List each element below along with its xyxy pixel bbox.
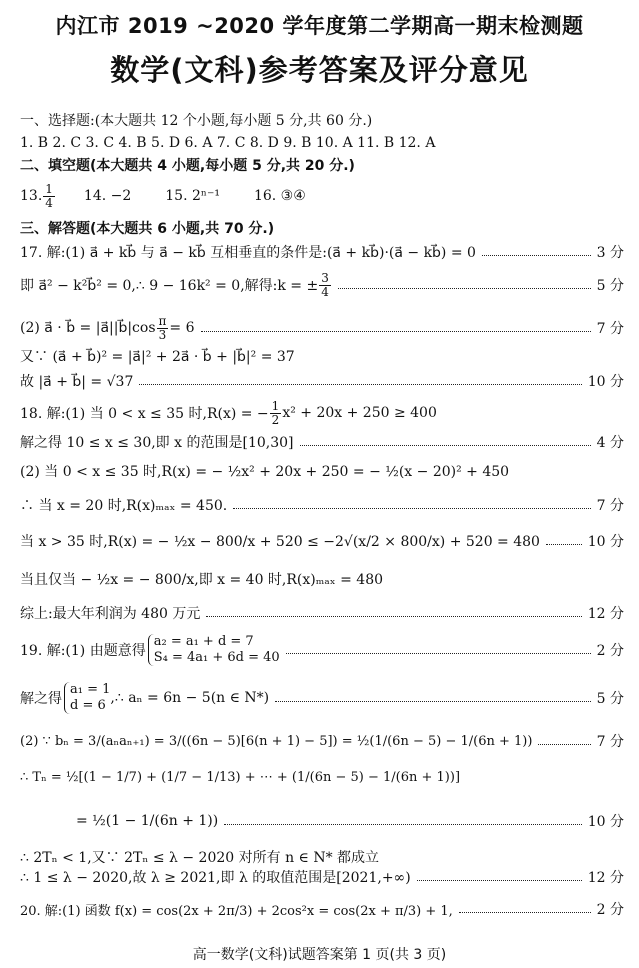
score-label: 12 分 (587, 870, 624, 886)
line-19-bn: (2) ∵ bₙ = 3/(aₙaₙ₊₁) = 3/((6n − 5)[6(n + 1) − 5]) = ½(1/(6n − 5) − 1/(6n + 1)) 7 分 (20, 730, 624, 752)
answer-16: 16. ③④ (253, 188, 306, 204)
line-17-dot-product: (2) a⃗ · b⃗ = |a⃗||b⃗|cos $\frac{\pi}{3}$ = 6 7 分 (20, 313, 624, 342)
score-label: 3 分 (596, 245, 624, 261)
line-19-lambda-range: ∴ 1 ≤ λ − 2020,故 λ ≥ 2021,即 λ 的取值范围是[2021,+∞) 12 分 (20, 866, 624, 888)
line-18-am-gm: 当 x > 35 时,R(x) = − ½x − 800/x + 520 ≤ −2√(x/2 × 800/x) + 520 = 480 10 分 (20, 530, 624, 552)
fraction: $\frac{1}{2}$ (271, 398, 280, 427)
score-label: 10 分 (587, 814, 624, 830)
score-label: 7 分 (596, 498, 624, 514)
line-19-system: 19. 解:(1) 由题意得 a₂ = a₁ + d = 7 S₄ = 4a₁ + 6d = 40 2 分 (20, 634, 624, 665)
answer-15: 15. 2ⁿ⁻¹ (165, 188, 220, 204)
score-label: 5 分 (596, 278, 624, 294)
score-label: 7 分 (596, 734, 624, 750)
fraction: $\frac{3}{4}$ (321, 270, 329, 299)
score-label: 2 分 (596, 643, 624, 659)
line-19-tn-result: = ½(1 − 1/(6n + 1)) 10 分 (76, 813, 624, 830)
line-18-equality-case: 当且仅当 − ½x = − 800/x,即 x = 40 时,R(x)ₘₐₓ = 480 (20, 572, 384, 588)
fraction: $\frac{\pi}{3}$ (158, 313, 167, 342)
section-1-title: 一、选择题:(本大题共 12 个小题,每小题 5 分,共 60 分.) (20, 113, 373, 129)
line-18-max-at-20: ∴ 当 x = 20 时,R(x)ₘₐₓ = 450. 7 分 (20, 494, 624, 516)
equation-system: a₂ = a₁ + d = 7 S₄ = 4a₁ + 6d = 40 (148, 634, 280, 666)
section-1-answers: 1. B 2. C 3. C 4. B 5. D 6. A 7. C 8. D 9. B 10. A 11. B 12. A (20, 135, 436, 151)
line-18-quadratic: (2) 当 0 < x ≤ 35 时,R(x) = − ½x² + 20x + 250 = − ½(x − 20)² + 450 (20, 464, 510, 480)
line-18-conclusion: 综上:最大年利润为 480 万元 12 分 (20, 602, 624, 624)
line-19-tn-sum: ∴ Tₙ = ½[(1 − 1/7) + (1/7 − 1/13) + ⋯ + (1/(6n − 5) − 1/(6n + 1))] (20, 769, 461, 785)
section-2-title: 二、填空题(本大题共 4 小题,每小题 5 分,共 20 分.) (20, 158, 355, 174)
score-label: 10 分 (587, 534, 624, 550)
line-20-function: 20. 解:(1) 函数 f(x) = cos(2x + 2π/3) + 2cos²x = cos(2x + π/3) + 1, 2 分 (20, 898, 624, 920)
section-2-answers (20, 181, 624, 211)
answer-14: 14. −2 (83, 188, 132, 204)
line-17-square-sum: 又∵ (a⃗ + b⃗)² = |a⃗|² + 2a⃗ · b⃗ + |b⃗|² = 37 (20, 349, 295, 365)
line-17-solve-k: 即 a⃗² − k²b⃗² = 0,∴ 9 − 16k² = 0,解得:k = ± $\frac{3}{4}$ 5 分 (20, 270, 624, 299)
document-subtitle: 数学(文科)参考答案及评分意见 (110, 53, 529, 87)
section-3-title: 三、解答题(本大题共 6 小题,共 70 分.) (20, 221, 275, 237)
line-17-magnitude: 故 |a⃗ + b⃗| = √37 10 分 (20, 370, 624, 392)
score-label: 5 分 (596, 691, 624, 707)
line-18-range: 解之得 10 ≤ x ≤ 30,即 x 的范围是[10,30] 4 分 (20, 431, 624, 453)
score-label: 2 分 (596, 902, 624, 918)
score-label: 4 分 (596, 435, 624, 451)
answer-13-label: 13. (20, 188, 43, 204)
answer-13-fraction: $\frac{1}{4}$ (45, 181, 53, 210)
line-17-perpendicular-condition: 17. 解:(1) a⃗ + kb⃗ 与 a⃗ − kb⃗ 互相垂直的条件是:(a⃗ + kb⃗)·(a⃗ − kb⃗) = 0 3 分 (20, 241, 624, 263)
line-19-inequality: ∴ 2Tₙ < 1,又∵ 2Tₙ ≤ λ − 2020 对所有 n ∈ N* 都成立 (20, 850, 380, 866)
line-18-inequality: 18. 解:(1) 当 0 < x ≤ 35 时,R(x) = − $\frac{1}{2}$ x² + 20x + 250 ≥ 400 (20, 398, 437, 427)
score-label: 7 分 (596, 321, 624, 337)
equation-system: a₁ = 1 d = 6 (64, 682, 110, 714)
score-label: 12 分 (587, 606, 624, 622)
document-title: 内江市 2019 ~2020 学年度第二学期高一期末检测题 (55, 14, 584, 38)
line-19-solution: 解之得 a₁ = 1 d = 6 ,∴ aₙ = 6n − 5(n ∈ N*) 5 分 (20, 682, 624, 713)
page-footer: 高一数学(文科)试题答案第 1 页(共 3 页) (192, 947, 447, 963)
score-label: 10 分 (587, 374, 624, 390)
